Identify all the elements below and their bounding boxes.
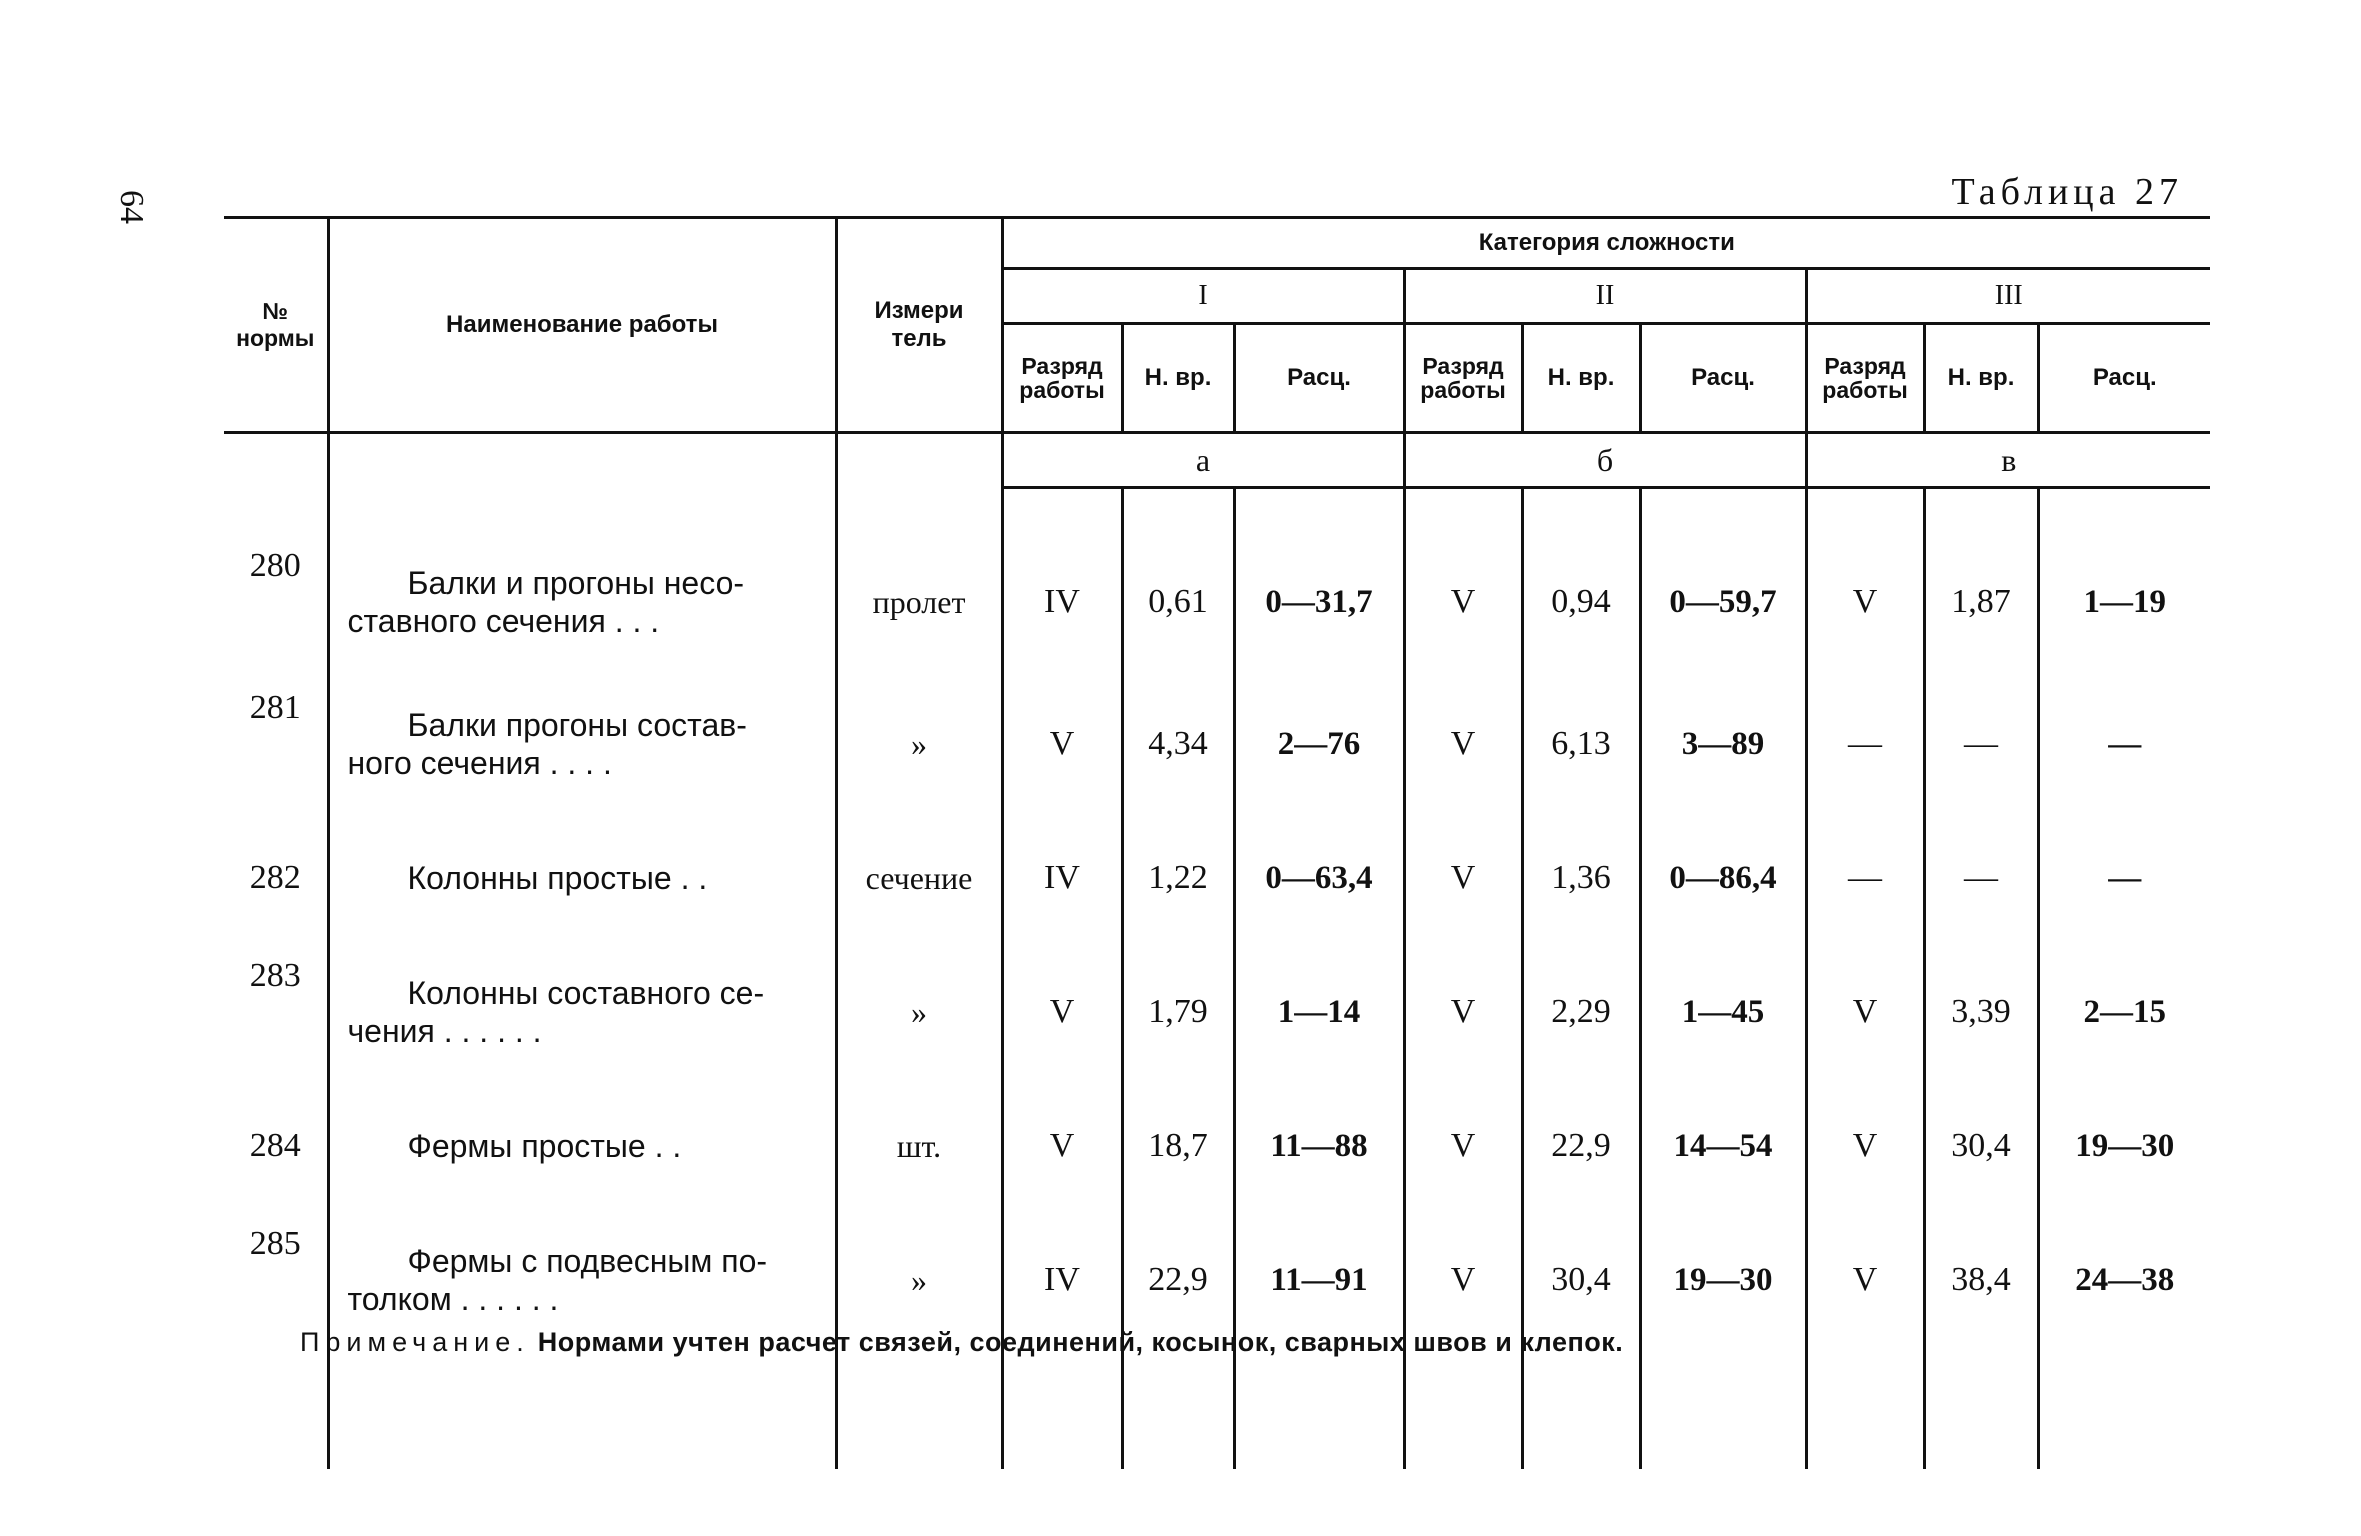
time-iii: 1,87 (1924, 531, 2038, 673)
grade-iii: V (1806, 1083, 1924, 1209)
header-level-i: I (1002, 269, 1404, 324)
header-level-iii: III (1806, 269, 2210, 324)
header-iii-rate: Расц. (2038, 324, 2210, 433)
letter-b: б (1404, 433, 1806, 488)
grade-i: IV (1002, 531, 1122, 673)
rate-i: 11—91 (1234, 1209, 1404, 1351)
rate-iii: — (2038, 815, 2210, 941)
rate-i: 1—14 (1234, 941, 1404, 1083)
rate-ii: 1—45 (1640, 941, 1806, 1083)
header-ii-rate: Расц. (1640, 324, 1806, 433)
rate-iii: 24—38 (2038, 1209, 2210, 1351)
rate-iii: — (2038, 673, 2210, 815)
work-name: Балки прогоны состав- ного сечения . . . . (328, 673, 836, 815)
time-ii: 22,9 (1522, 1083, 1640, 1209)
grade-iii: V (1806, 1209, 1924, 1351)
time-ii: 0,94 (1522, 531, 1640, 673)
unit: » (836, 1209, 1002, 1351)
work-name: Колонны составного се- чения . . . . . . (328, 941, 836, 1083)
rate-i: 2—76 (1234, 673, 1404, 815)
work-name: Балки и прогоны несо- ставного сечения . . . (328, 531, 836, 673)
rate-iii: 2—15 (2038, 941, 2210, 1083)
header-ii-time: Н. вр. (1522, 324, 1640, 433)
time-iii: — (1924, 673, 2038, 815)
time-i: 22,9 (1122, 1209, 1234, 1351)
row-number: 280 (249, 547, 301, 584)
time-iii: 30,4 (1924, 1083, 2038, 1209)
row-number: 283 (249, 957, 301, 994)
grade-iii: — (1806, 815, 1924, 941)
header-i-time: Н. вр. (1122, 324, 1234, 433)
letter-a: а (1002, 433, 1404, 488)
rate-ii: 0—59,7 (1640, 531, 1806, 673)
header-level-ii: II (1404, 269, 1806, 324)
note-text: Нормами учтен расчет связей, соединений, косынок, сварных швов и клепок. (537, 1327, 1624, 1357)
rate-ii: 19—30 (1640, 1209, 1806, 1351)
work-name: Фермы простые . . (328, 1083, 836, 1209)
rate-i: 0—31,7 (1234, 531, 1404, 673)
grade-i: V (1002, 673, 1122, 815)
grade-ii: V (1404, 1083, 1522, 1209)
time-ii: 6,13 (1522, 673, 1640, 815)
rate-ii: 3—89 (1640, 673, 1806, 815)
unit: » (836, 941, 1002, 1083)
unit: сечение (836, 815, 1002, 941)
grade-i: V (1002, 941, 1122, 1083)
row-number: 285 (249, 1225, 301, 1262)
time-i: 4,34 (1122, 673, 1234, 815)
unit: шт. (836, 1083, 1002, 1209)
header-iii-grade: Разряд работы (1806, 324, 1924, 433)
rate-iii: 1—19 (2038, 531, 2210, 673)
table-row (224, 531, 2210, 673)
row-number: 282 (249, 859, 301, 896)
table-row (224, 815, 2210, 941)
rate-i: 11—88 (1234, 1083, 1404, 1209)
grade-ii: V (1404, 815, 1522, 941)
header-category: Категория сложности (1002, 218, 2210, 269)
time-i: 1,79 (1122, 941, 1234, 1083)
time-ii: 30,4 (1522, 1209, 1640, 1351)
page-number: 64 (113, 190, 150, 224)
header-iii-time: Н. вр. (1924, 324, 2038, 433)
rate-ii: 14—54 (1640, 1083, 1806, 1209)
grade-iii: — (1806, 673, 1924, 815)
header-work-name: Наименование работы (328, 218, 836, 433)
time-iii: 38,4 (1924, 1209, 2038, 1351)
grade-ii: V (1404, 941, 1522, 1083)
grade-ii: V (1404, 1209, 1522, 1351)
header-norm-no: № нормы (224, 218, 328, 433)
time-i: 1,22 (1122, 815, 1234, 941)
table-row (224, 673, 2210, 815)
table-row (224, 1083, 2210, 1209)
table-note (300, 1327, 1623, 1358)
rate-ii: 0—86,4 (1640, 815, 1806, 941)
unit: пролет (836, 531, 1002, 673)
header-i-rate: Расц. (1234, 324, 1404, 433)
time-iii: — (1924, 815, 2038, 941)
grade-i: IV (1002, 1209, 1122, 1351)
time-i: 0,61 (1122, 531, 1234, 673)
work-name: Колонны простые . . (328, 815, 836, 941)
header-ii-grade: Разряд работы (1404, 324, 1522, 433)
grade-ii: V (1404, 531, 1522, 673)
grade-iii: V (1806, 941, 1924, 1083)
header-i-grade: Разряд работы (1002, 324, 1122, 433)
letter-v: в (1806, 433, 2210, 488)
header-unit: Измеритель (836, 218, 1002, 433)
time-i: 18,7 (1122, 1083, 1234, 1209)
note-prefix: Примечание. (300, 1327, 530, 1357)
rate-iii: 19—30 (2038, 1083, 2210, 1209)
row-number: 281 (249, 689, 301, 726)
work-name: Фермы с подвесным по- толком . . . . . . (328, 1209, 836, 1351)
grade-i: IV (1002, 815, 1122, 941)
grade-ii: V (1404, 673, 1522, 815)
table-caption: Таблица 27 (1951, 171, 2183, 213)
table-row (224, 941, 2210, 1083)
row-number: 284 (249, 1127, 301, 1164)
grade-iii: V (1806, 531, 1924, 673)
time-iii: 3,39 (1924, 941, 2038, 1083)
norms-table (224, 216, 2210, 1469)
unit: » (836, 673, 1002, 815)
time-ii: 2,29 (1522, 941, 1640, 1083)
time-ii: 1,36 (1522, 815, 1640, 941)
rate-i: 0—63,4 (1234, 815, 1404, 941)
grade-i: V (1002, 1083, 1122, 1209)
